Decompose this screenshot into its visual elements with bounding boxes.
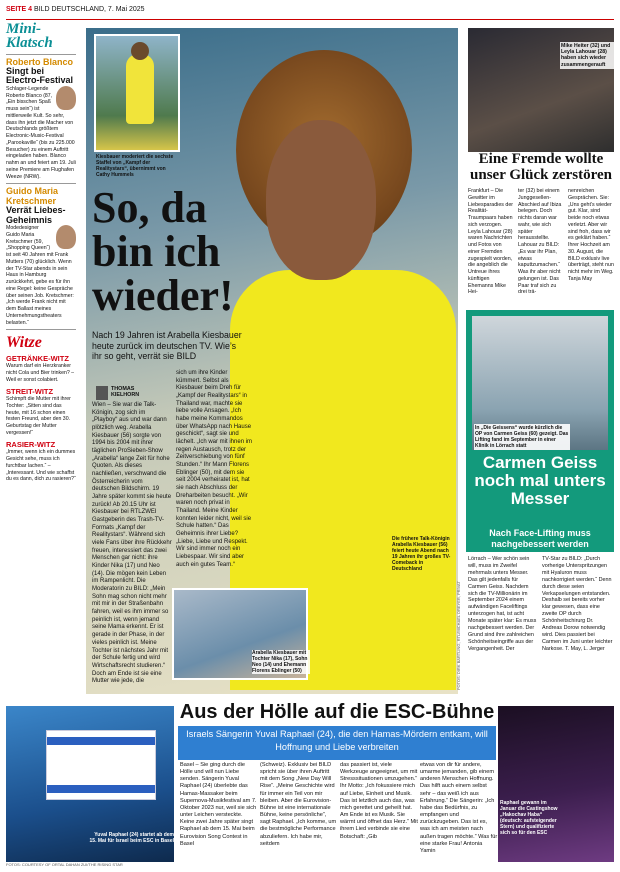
main-body-col2: sich um ihre Kinder kümmert. Selbst als Kiesbauer beim Dreh für „Kampf der Realitystars“ in Thailand war, machte sie liebe volle Ansagen. „Ich habe meine Kommandos über WhatsApp nach Hause geschickt“, sagt sie und lächelt. „Ich war mit ihnen im regen Austausch, trotz der Zeitverschiebung von fünf Stunden.“ Ihr Mann Florens Eblinger (50), mit dem sie seit 2004 verheiratet ist, hat sie nach Abschluss der Dreharbeiten besucht. „Wir waren noch privat in Thailand. Meine Kinder konnten leider nicht, weil sie Schule hatten.“ Das Geheimnis ihrer Liebe? „Liebe, Liebe und Respekt. Wir sind immer noch ein Liebespaar. Wir sind aber auch ein gutes Team.“ xyxy=(176,370,253,568)
geiss-body-col1: Lörrach – Wer schön sein will, muss im Zweifel mehrmals unters Messer. Das gilt jedenfalls für Carmen Geiss. Nachdem sich die TV-Millionärin im September 2024 einem aufwändigen Faceliftings unterzogen hat, ist acht Monate später klar: Es muss nachgebessert werden. Der Grund sind ihre zahlreichen Schönheitseingriffe aus der Vergangenheit. Der xyxy=(468,556,537,652)
inset-caption: Kiesbauer moderiert die sechste Staffel von „Kampf der Realitystars“, übernimmt von Cathy Hummels xyxy=(96,154,174,178)
section-title-mini-klatsch: Mini-Klatsch xyxy=(6,21,53,52)
geiss-subhead: Nach Face-Lifting muss nachgebessert werden xyxy=(489,528,591,549)
esc-body-col3: das passiert ist, viele Werkzeuge angeeignet, um mit Stresssituationen umzugehen.“ Ihr Motto: „Ich fokussiere mich auf Liebe, Einheit und Musik. Das ist letztlich auch das, was mich gerettet und geheilt hat. Am Ende ist es Musik. Sie wärmt und öffnet das Herz.“ Mit ihrem Lied verbinde sie eine Botschaft: „Gib xyxy=(340,762,418,840)
esc-body-col1: Basel – Sie ging durch die Hölle und will nun Liebe senden. Sängerin Yuval Raphael (24) überlebte das Hamas-Massaker beim Supernova-Musikfestival am 7. Oktober 2023 nur, weil sie sich unter Leichen versteckte. Keine zwei Jahre später singt Raphael ab dem 15. Mai beim Eurovision Song Contest in Basel xyxy=(180,762,257,847)
esc-headline: Aus der Hölle auf die ESC-Bühne xyxy=(179,701,495,723)
esc-right-caption: Raphael gewann im Januar die Castingshow „Hakochav Haba“ (deutsch: aufsteigender Stern) und qualifizierte sich so für den ESC xyxy=(500,800,558,836)
page-number: SEITE 4 xyxy=(6,6,33,13)
esc-photo-credit: FOTOS: COURTESY OF ORTAL DAHAN ZUI/THE RISING STAR xyxy=(6,862,123,867)
section-title-witze: Witze xyxy=(6,334,42,352)
item2-body: Modedesigner Guido Maria Kretschmer (59, „Shopping Queen“) ist seit 40 Jahren mit Frank Mutters (70) glücklich. Wenn der TV-Star abends in sein Haus in Hamburg zurückkehrt, gebe es für ihn eine Regel: keine Gespräche über seinen Job. Kretschmer: „Ich werde Frank nicht mit dem Ballast meines Unternehmungstheaters belasten.“ xyxy=(6,225,74,326)
joke1-headline: GETRÄNKE-WITZ xyxy=(6,353,69,363)
couple-body-col2: ter (32) bei einem Junggesellen-Abschied auf Ibiza belegen. Doch nichts daran war wahr, wie sich später herausstellte. Lahouar zu BILD: „Es war ihr Plan, etwas kaputtzumachen.“ Was ihr aber nicht gelungen ist. Das Paar traf sich zu drei trä- xyxy=(518,188,562,296)
item1-headline: Singt bei Electro-Festival xyxy=(6,65,74,86)
roberto-blanco-photo xyxy=(56,86,76,110)
main-headline: So, da bin ich wieder! xyxy=(92,183,234,320)
esc-subhead: Israels Sängerin Yuval Raphael (24), die den Hamas-Mördern entkam, will Hoffnung und Liebe verbreiten xyxy=(178,726,496,760)
author-byline xyxy=(96,386,160,400)
inset-photo-beach xyxy=(94,34,180,152)
author-name: THOMAS KIELHORN xyxy=(111,386,140,399)
author-photo xyxy=(96,386,108,400)
joke3-body: „Immer, wenn ich ein dummes Gesicht sehe, muss ich furchtbar lachen.“ – „Interessant. Und wie schaffst du es dann, dich zu rasieren?“ xyxy=(6,449,76,483)
couple-body-col1: Frankfurt – Die Gewitter im Liebesparadies der Realität-Traumpaars haben sich verzogen. Leyla Lahouar (28) waren Nachrichten und Fotos von einer Fremden zugespielt worden, die angeblich die Untreue ihres künftigen Ehemanns Mike Hei- xyxy=(468,188,514,296)
esc-body-col2: (Schweiz). Exklusiv bei BILD spricht sie über ihren Auftritt mit dem Song „New Day Will Rise“. „Meine Geschichte wird für immer ein Teil von mir bleiben. Aber die Eurovision-Bühne ist eine internationale Bühne, keine persönliche“, sagt Raphael. „Ich komme, um die bestmögliche Performance abzuliefern. Ich habe mir, seitdem xyxy=(260,762,337,847)
divider xyxy=(6,329,76,330)
item1-name: Roberto Blanco xyxy=(6,56,74,67)
photo-credit: FOTOS: DIRK BARTLING, RTL/MICHAEL DREYER, PRIVAT xyxy=(456,581,461,690)
main-body-col1: Wien – Sie war die Talk-Königin, zog sich im „Playboy“ aus und war dann plötzlich weg. Arabella Kiesbauer (56) sorgte von 1994 bis 2004 mit ihrer täglichen ProSieben-Show „Arabella“ lange Zeit für hohe Quoten. Als dieses nachließen, verschwand die Österreicherin vom deutschen Bildschirm. 19 Jahre später kommt sie heute zurück! Ab 20.15 Uhr ist Kiesbauer bei RTLZWEI Gastgeberin des Trash-TV-Formats „Kampf der Realitystars“. Während sich viele Fans über ihre Rückkehr freuen, interessiert das zwei Menschen gar nicht: ihre Kinder Nika (17) und Neo (14). Die mögen kein Leben im Rampenlicht. Die Moderatorin zu BILD: „Mein Sohn mag schon nicht mehr mit mir in der Straßenbahn fahren, weil es ihm immer so peinlich ist, wenn jemand seine Mama erkennt. Er ist gerade in der Phase, in der vieles peinlich ist. Meine Tochter ist nächstes Jahr mit der Schule fertig und wird Wirtschaftsrecht studieren.“ Doch am Ende ist sie eine Mutter wie jede, die xyxy=(92,402,172,685)
divider xyxy=(6,54,76,55)
item1-body: Schlager-Legende Roberto Blanco (87, „Ein bisschen Spaß muss sein“) ist mittlerweile Kult. So sehr, dass ihn jetzt die Macher von Deutschlands größtem Electronic-Music-Festival „Parookaville“ (bis zu 225.000 Besucher) zu einem Auftritt eingeladen haben. Blanco nahm an und feiert am 19. Juli seine Premiere am Flughafen Weeze (NRW). xyxy=(6,85,76,180)
inset-person xyxy=(126,54,154,124)
joke3-headline: RASIER-WITZ xyxy=(6,439,56,449)
page-header xyxy=(6,6,614,20)
couple-body-col3: nenreichen Gesprächen. Sie: „Uns geht’s wieder gut. Klar, sind beide noch etwas verletzt. Aber wir sind froh, dass wir es geklärt haben.“ Ihrer Hochzeit am 30. August, die BILD exklusiv live überträgt, steht nun nicht mehr im Weg. Tanja May xyxy=(568,188,614,282)
geiss-body-col2: TV-Star zu BILD: „Durch vorherige Unterspritzungen mit Hyaluron muss nachkorrigiert werden.“ Denn durch diese seien Verkapselungen entstanden. Deshalb sei bereits vorher klar gewesen, dass eine zweite OP durch Schönheitschirurg Dr. Andreas Dorow notwendig wird. Dies passiert bei Carmen im Juni unter leichter Narkose. T. May, L. Jerger xyxy=(542,556,613,652)
geiss-headline: Carmen Geiss noch mal unters Messer xyxy=(474,453,606,508)
paper-date: BILD DEUTSCHLAND, 7. Mai 2025 xyxy=(34,6,145,13)
couple-headline: Eine Fremde wollte unser Glück zerstören xyxy=(470,151,612,183)
main-photo-face xyxy=(266,120,376,280)
esc-left-caption: Yuval Raphael (24) startet ab dem 15. Mai für Israel beim ESC in Basel xyxy=(89,832,174,844)
joke2-headline: STREIT-WITZ xyxy=(6,386,54,396)
geiss-caption: In „Die Geissens“ wurde kürzlich die OP von Carmen Geiss (60) gezeigt. Das Lifting fand im September in einer Klinik in Lörrach statt xyxy=(475,425,569,449)
item2-name: Guido Maria Kretschmer xyxy=(6,186,59,206)
item2-headline: Verrät Liebes-Geheimnis xyxy=(6,205,66,225)
joke1-body: Warum darf ein Herzkranker nicht Cola und Bier trinken? – Weil er sonst colabiert. xyxy=(6,363,75,383)
joke2-body: Schimpft die Mutter mit ihrer Tochter: „Sitten sind das heute, mit 16 schon einen festen Freund, aber den 30. Geburtstag der Mutter vergessen!“ xyxy=(6,396,71,436)
couple-caption: Mike Heiter (32) und Leyla Lahouar (28) haben sich wieder zusammengerauft xyxy=(560,42,614,69)
inset-person-head xyxy=(131,42,149,60)
israel-flag xyxy=(46,730,156,800)
main-subhead: Nach 19 Jahren ist Arabella Kiesbauer heute zurück im deutschen TV. Wie’s ihr so geht, verrät sie BILD xyxy=(92,330,242,362)
esc-body-col4: etwas von dir für andere, umarme jemanden, gib einem anderen Menschen Hoffnung. Das hilft auch einem selbst sehr – das weiß ich aus Erfahrung.“ Die Sängerin: „Ich habe das Bedürfnis, zu empfangen und zurückzugeben. Das ist es, was ich am meisten nach außen tragen möchte.“ Was für eine starke Frau! Antonia Yamin xyxy=(420,762,498,854)
esc-stage-photo xyxy=(498,706,614,862)
guido-kretschmer-photo xyxy=(56,225,76,249)
family-caption: Arabella Kiesbauer mit Tochter Nika (17), Sohn Neo (14) und Ehemann Florens Eblinger (50) xyxy=(252,650,310,674)
divider xyxy=(6,183,76,184)
main-photo-caption: Die frühere Talk-Königin Arabella Kiesbauer (56) feiert heute Abend nach 19 Jahren ihr großes TV-Comeback in Deutschland xyxy=(392,536,451,572)
